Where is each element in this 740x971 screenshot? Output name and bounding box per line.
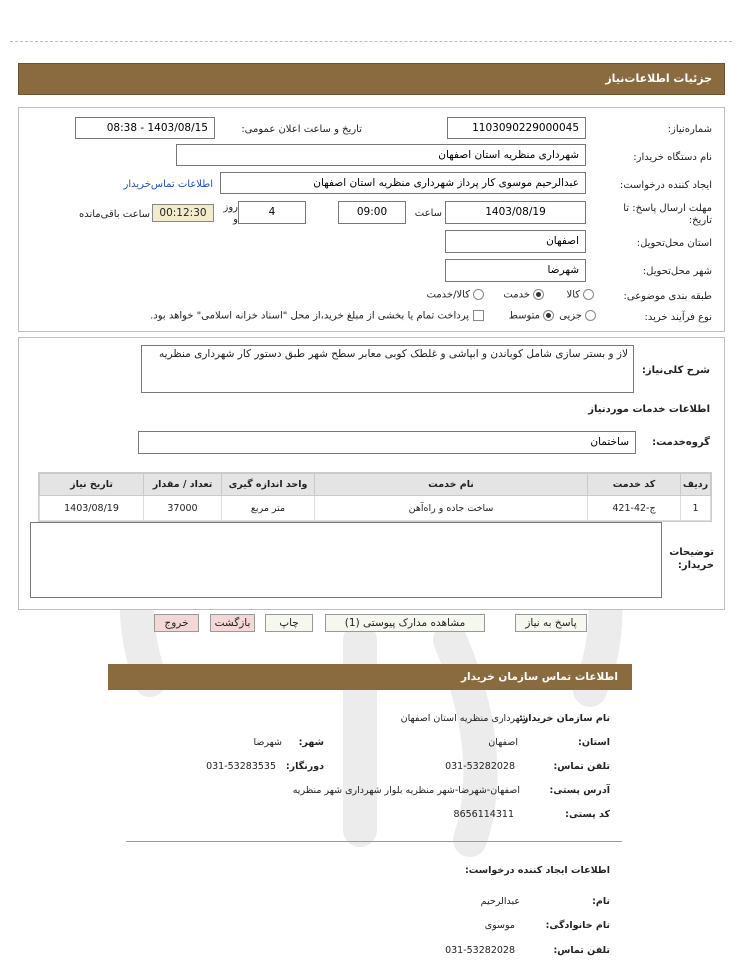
need-info-panel: [18, 107, 725, 332]
creator-title: اطلاعات ایجاد کننده درخواست:: [464, 865, 610, 876]
col-unit: واحد اندازه گیری: [222, 474, 315, 496]
process-option-minor[interactable]: جزیی: [559, 310, 596, 322]
city-contact-value: شهرضا: [253, 737, 282, 748]
table-header-row: [40, 474, 711, 496]
print-button[interactable]: چاپ: [265, 614, 313, 632]
services-table-container: [38, 472, 712, 522]
category-option-service[interactable]: خدمت: [503, 289, 544, 301]
category-option-goods-service[interactable]: کالا/خدمت: [427, 289, 485, 301]
view-attachments-button[interactable]: مشاهده مدارک پیوستی (1): [325, 614, 485, 632]
contact-title: اطلاعات تماس سازمان خریدار: [461, 671, 618, 683]
radio-icon: [583, 289, 594, 300]
col-service-name: نام خدمت: [315, 474, 588, 496]
announce-date-label: تاریخ و ساعت اعلان عمومی:: [241, 124, 362, 135]
announce-date-field: 1403/08/15 - 08:38: [75, 117, 215, 139]
cell-service-code: ج-42-421: [588, 496, 681, 521]
page-title: جزئیات اطلاعات‌نیاز: [605, 72, 712, 85]
org-label: نام سازمان خریدار:: [519, 713, 610, 724]
creator-family-label: نام خانوادگی:: [545, 920, 610, 931]
requester-field: عبدالرحیم موسوی کار پرداز شهرداری منظریه استان اصفهان: [220, 172, 586, 194]
city-label: شهر محل‌تحویل:: [642, 266, 712, 277]
radio-selected-icon: [543, 310, 554, 321]
address-value: اصفهان-شهرضا-شهر منظریه بلوار شهرداری شهر منظریه: [292, 785, 520, 796]
city-contact-label: شهر:: [298, 737, 324, 748]
back-button[interactable]: بازگشت: [210, 614, 255, 632]
buyer-org-field: شهرداری منظریه استان اصفهان: [176, 144, 586, 166]
service-group-label: گروه‌خدمت:: [652, 437, 710, 448]
address-label: آدرس پستی:: [549, 785, 610, 796]
top-divider: [10, 41, 732, 42]
description-label: شرح کلی‌نیاز:: [641, 365, 710, 376]
creator-phone-value: 031-53282028: [445, 945, 515, 956]
postal-value: 8656114311: [453, 809, 514, 820]
creator-phone-label: تلفن تماس:: [553, 945, 610, 956]
service-group-field: ساختمان: [138, 431, 636, 454]
cell-service-name: ساخت جاده و راه‌آهن: [315, 496, 588, 521]
radio-selected-icon: [533, 289, 544, 300]
requester-label: ایجاد کننده درخواست:: [619, 180, 712, 191]
province-contact-label: استان:: [578, 737, 610, 748]
buyer-contact-link[interactable]: اطلاعات تماس‌خریدار: [123, 179, 213, 190]
category-label: طبقه بندی موضوعی:: [623, 291, 712, 302]
page-header: [18, 63, 725, 95]
fax-label: دورنگار:: [285, 761, 324, 772]
cell-quantity: 37000: [144, 496, 222, 521]
treasury-payment-checkbox[interactable]: پرداخت تمام یا بخشی از مبلغ خرید،از محل "اسناد خزانه اسلامی" خواهد بود.: [150, 310, 484, 322]
deadline-date-field: 1403/08/19: [445, 201, 586, 224]
process-label: نوع فرآیند خرید:: [644, 312, 712, 323]
col-need-date: تاریخ نیاز: [40, 474, 144, 496]
creator-family-value: موسوی: [484, 920, 515, 931]
col-row: ردیف: [681, 474, 711, 496]
exit-button[interactable]: خروج: [154, 614, 199, 632]
category-option-goods[interactable]: کالا: [566, 289, 594, 301]
buyer-org-label: نام دستگاه خریدار:: [633, 152, 712, 163]
deadline-days-field: 4: [238, 201, 306, 224]
cell-need-date: 1403/08/19: [40, 496, 144, 521]
need-number-field: 1103090229000045: [447, 117, 586, 139]
radio-icon: [473, 289, 484, 300]
services-title: اطلاعات خدمات موردنیاز: [588, 404, 710, 415]
deadline-label: مهلت ارسال پاسخ: تا تاریخ:: [623, 203, 712, 226]
deadline-time-field: 09:00: [338, 201, 406, 224]
need-details-panel: [18, 337, 725, 610]
remaining-time-display: 00:12:30: [152, 204, 214, 222]
province-label: استان محل‌تحویل:: [636, 238, 712, 249]
province-field: اصفهان: [445, 230, 586, 253]
table-row: [40, 496, 711, 521]
contact-header: [108, 664, 632, 690]
process-option-medium[interactable]: متوسط: [509, 310, 554, 322]
col-quantity: تعداد / مقدار: [144, 474, 222, 496]
cell-row: 1: [681, 496, 711, 521]
org-value: شهرداری منظریه استان اصفهان: [400, 713, 528, 724]
buyer-notes-label: توضیحات خریدار:: [669, 547, 714, 571]
need-number-label: شماره‌نیاز:: [667, 124, 712, 135]
deadline-days-label: روز و: [223, 202, 238, 225]
buyer-notes-field: [30, 522, 662, 598]
checkbox-icon: [473, 310, 484, 321]
creator-name-label: نام:: [592, 896, 610, 907]
radio-icon: [585, 310, 596, 321]
col-service-code: کد خدمت: [588, 474, 681, 496]
phone-label: تلفن تماس:: [553, 761, 610, 772]
reply-button[interactable]: پاسخ به نیاز: [515, 614, 587, 632]
description-field: لاز و بستر سازی شامل کوباندن و ابپاشی و غلطک کوبی معابر سطح شهر طبق دستور کار شهرداری منظریه: [141, 345, 634, 393]
creator-name-value: عبدالرحیم: [480, 896, 520, 907]
fax-value: 031-53283535: [206, 761, 276, 772]
city-field: شهرضا: [445, 259, 586, 282]
province-contact-value: اصفهان: [488, 737, 518, 748]
phone-value: 031-53282028: [445, 761, 515, 772]
cell-unit: متر مربع: [222, 496, 315, 521]
services-table: [39, 473, 711, 521]
section-divider: [126, 841, 622, 842]
deadline-time-label: ساعت: [414, 208, 442, 219]
remaining-time-label: ساعت باقی‌مانده: [78, 209, 150, 220]
postal-label: کد پستی:: [565, 809, 610, 820]
